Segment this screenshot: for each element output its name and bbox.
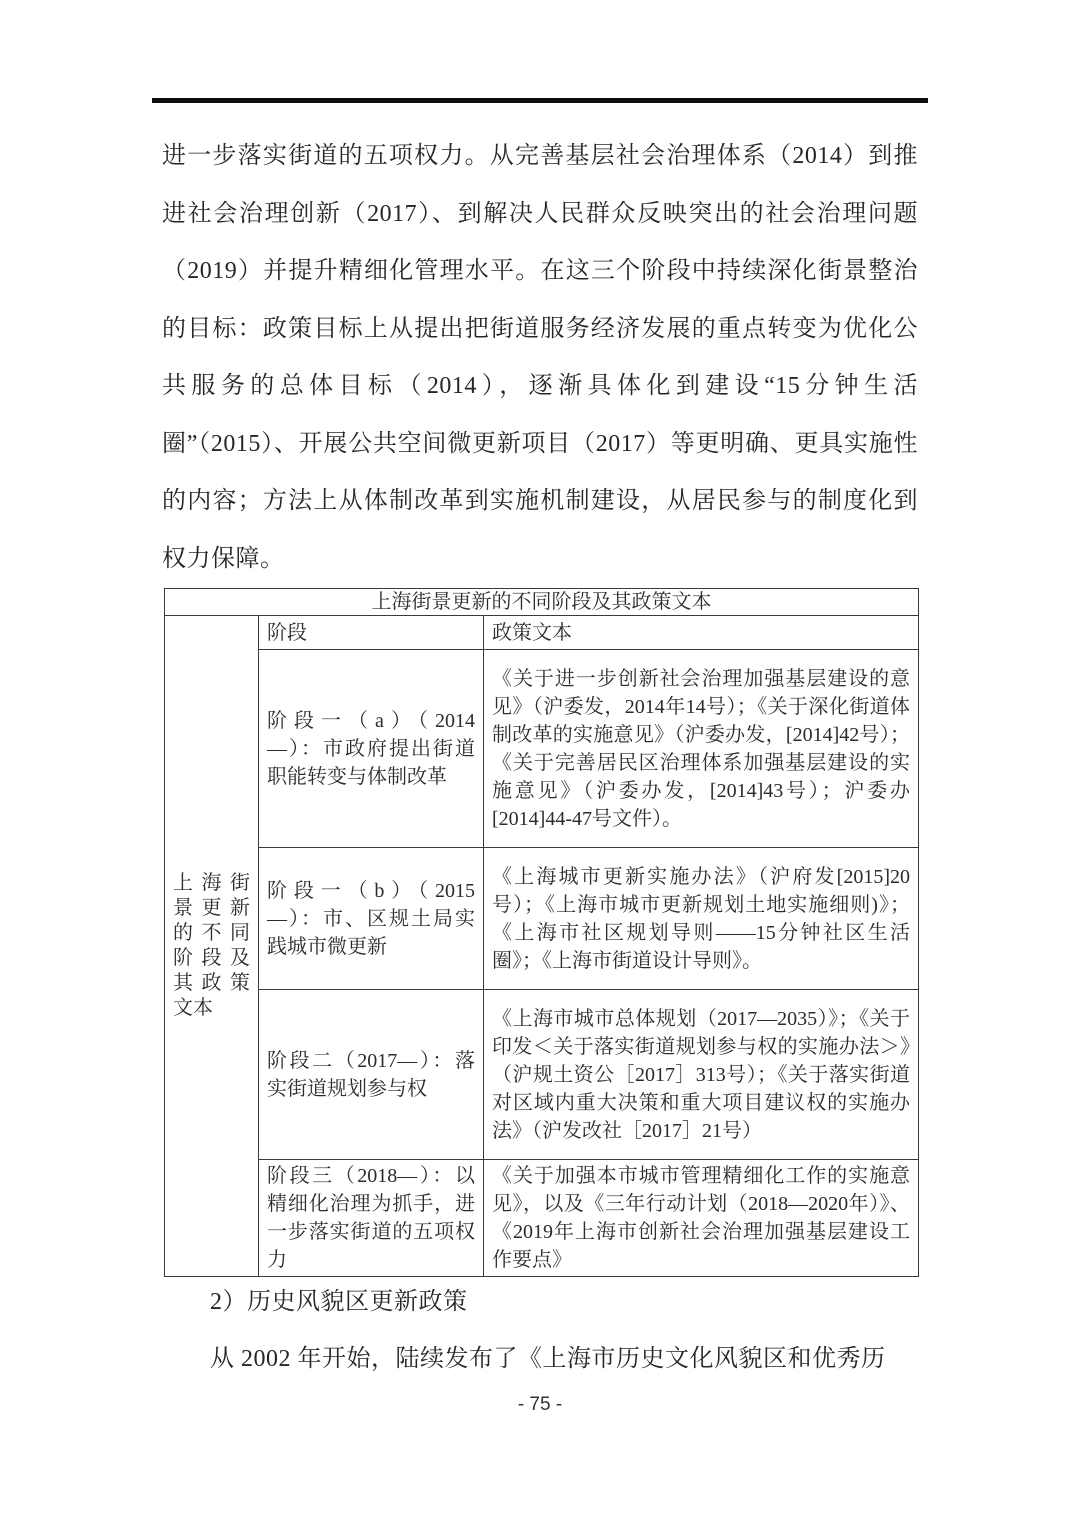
policy-cell-2: 《上海市城市总体规划（2017—2035）》；《关于印发＜关于落实街道规划参与权的实施办法＞》（沪规土资公［2017］313号）；《关于落实街道对区域内重大决策和重大项目建议权的实施办法》（沪发改社［2017］21号）	[484, 990, 919, 1160]
policy-cell-1a: 《关于进一步创新社会治理加强基层建设的意见》（沪委发，2014年14号）；《关于深化街道体制改革的实施意见》（沪委办发，[2014]42号）；《关于完善居民区治理体系加强基层建设的实施意见》（沪委办发，[2014]43号）；沪委办[2014]44-47号文件）。	[484, 650, 919, 848]
table-row	[165, 848, 919, 990]
table-row	[165, 650, 919, 848]
stage-cell-2: 阶段二（2017—）：落实街道规划参与权	[259, 990, 484, 1160]
policy-cell-1b: 《上海城市更新实施办法》（沪府发[2015]20号）；《上海市城市更新规划土地实施细则)》；《上海市社区规划导则——15分钟社区生活圈》；《上海市街道设计导则》。	[484, 848, 919, 990]
stage-cell-1a: 阶段一（a）（2014—）：市政府提出街道职能转变与体制改革	[259, 650, 484, 848]
body-paragraph-1: 进一步落实街道的五项权力。从完善基层社会治理体系（2014）到推进社会治理创新（2017）、到解决人民群众反映突出的社会治理问题（2019）并提升精细化管理水平。在这三个阶段中持续深化街景整治的目标：政策目标上从提出把街道服务经济发展的重点转变为优化公共服务的总体目标（2014），逐渐具体化到建设“15分钟生活圈”（2015）、开展公共空间微更新项目（2017）等更明确、更具实施性的内容；方法上从体制改革到实施机制建设，从居民参与的制度化到权力保障。	[162, 143, 918, 572]
table-row	[165, 1160, 919, 1277]
table-title: 上海街景更新的不同阶段及其政策文本	[165, 589, 919, 616]
section-heading-2: 2）历史风貌区更新政策	[210, 1289, 468, 1315]
column-header-stage: 阶段	[259, 616, 484, 650]
policy-cell-3: 《关于加强本市城市管理精细化工作的实施意见》，以及《三年行动计划（2018—2020年）》、《2019年上海市创新社会治理加强基层建设工作要点》	[484, 1160, 919, 1277]
stage-cell-3: 阶段三（2018—）：以精细化治理为抓手，进一步落实街道的五项权力	[259, 1160, 484, 1277]
table-row-header-label: 上海街景更新的不同阶段及其政策文本	[165, 616, 259, 1277]
page-number: - 75 -	[517, 1394, 563, 1415]
table-title-row	[165, 589, 919, 616]
column-header-policy: 政策文本	[484, 616, 919, 650]
policy-table	[164, 588, 919, 1277]
table-header-row	[165, 616, 919, 650]
body-paragraph-2: 从 2002 年开始，陆续发布了《上海市历史文化风貌区和优秀历	[210, 1346, 886, 1372]
table-row	[165, 990, 919, 1160]
stage-cell-1b: 阶段一（b）（2015—）：市、区规土局实践城市微更新	[259, 848, 484, 990]
page-header-rule	[152, 98, 928, 103]
